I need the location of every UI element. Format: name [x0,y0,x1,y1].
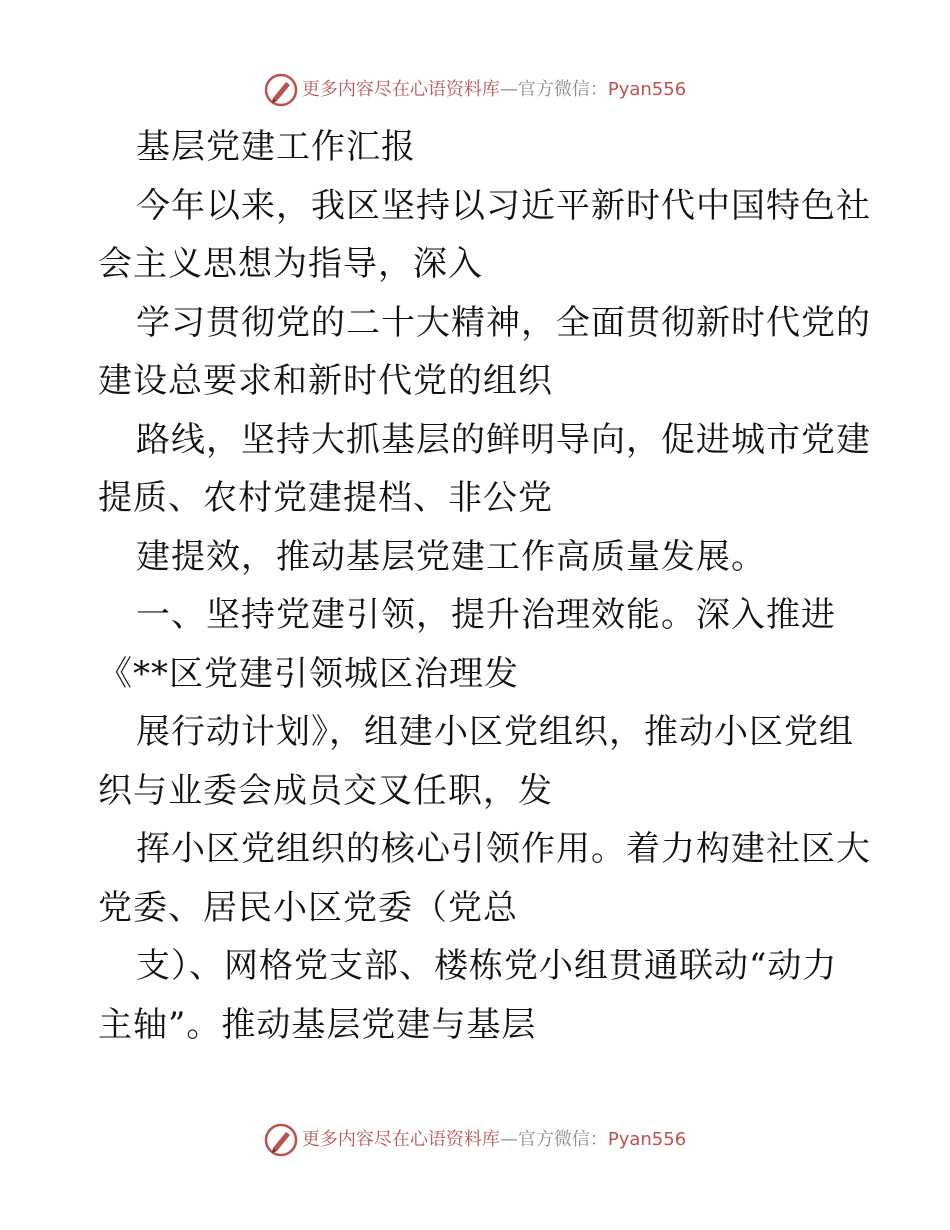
footer-banner-text: 更多内容尽在心语资料库 [301,1129,500,1150]
paragraph-line: 提质、农村党建提档、非公党 [98,478,553,518]
footer-banner-wechat-id: Pyan556 [607,1129,687,1150]
paragraph-line: 党委、居民小区党委（党总 [98,887,518,928]
paragraph-line: 路线，坚持大抓基层的鲜明导向，促进城市党建 [136,419,871,460]
footer-banner-wechat-label: 官方微信： [517,1129,608,1150]
header-banner [0,70,950,110]
header-banner-wechat-id: Pyan556 [607,79,687,100]
paragraph-line: 织与业委会成员交叉任职，发 [98,770,553,811]
document-title: 基层党建工作汇报 [136,127,416,167]
header-banner-text: 更多内容尽在心语资料库 [301,79,500,100]
document-body [98,118,871,1054]
paragraph-line: 一、坚持党建引领，提升治理效能。深入推进 [136,595,836,635]
paragraph-line: 《**区党建引领城区治理发 [98,653,519,694]
footer-banner-separator: — [499,1129,518,1150]
pen-circle-icon [264,1123,298,1157]
header-banner-separator: — [499,79,518,100]
paragraph-line: 支）、网格党支部、楼栋党小组贯通联动“动力 [136,946,838,986]
footer-banner [0,1120,950,1160]
header-banner-wechat-label: 官方微信： [517,79,608,100]
paragraph-line: 建提效，推动基层党建工作高质量发展。 [136,536,766,577]
paragraph-line: 学习贯彻党的二十大精神，全面贯彻新时代党的 [136,302,871,343]
pen-circle-icon [264,73,298,107]
paragraph-line: 展行动计划》，组建小区党组织，推动小区党组 [136,712,854,752]
paragraph-line: 建设总要求和新时代党的组织 [98,361,553,401]
paragraph-line: 挥小区党组织的核心引领作用。着力构建社区大 [136,829,871,869]
paragraph-line: 会主义思想为指导，深入 [98,244,483,284]
paragraph-line: 主轴”。推动基层党建与基层 [98,1004,537,1045]
paragraph-line: 今年以来，我区坚持以习近平新时代中国特色社 [136,185,871,226]
